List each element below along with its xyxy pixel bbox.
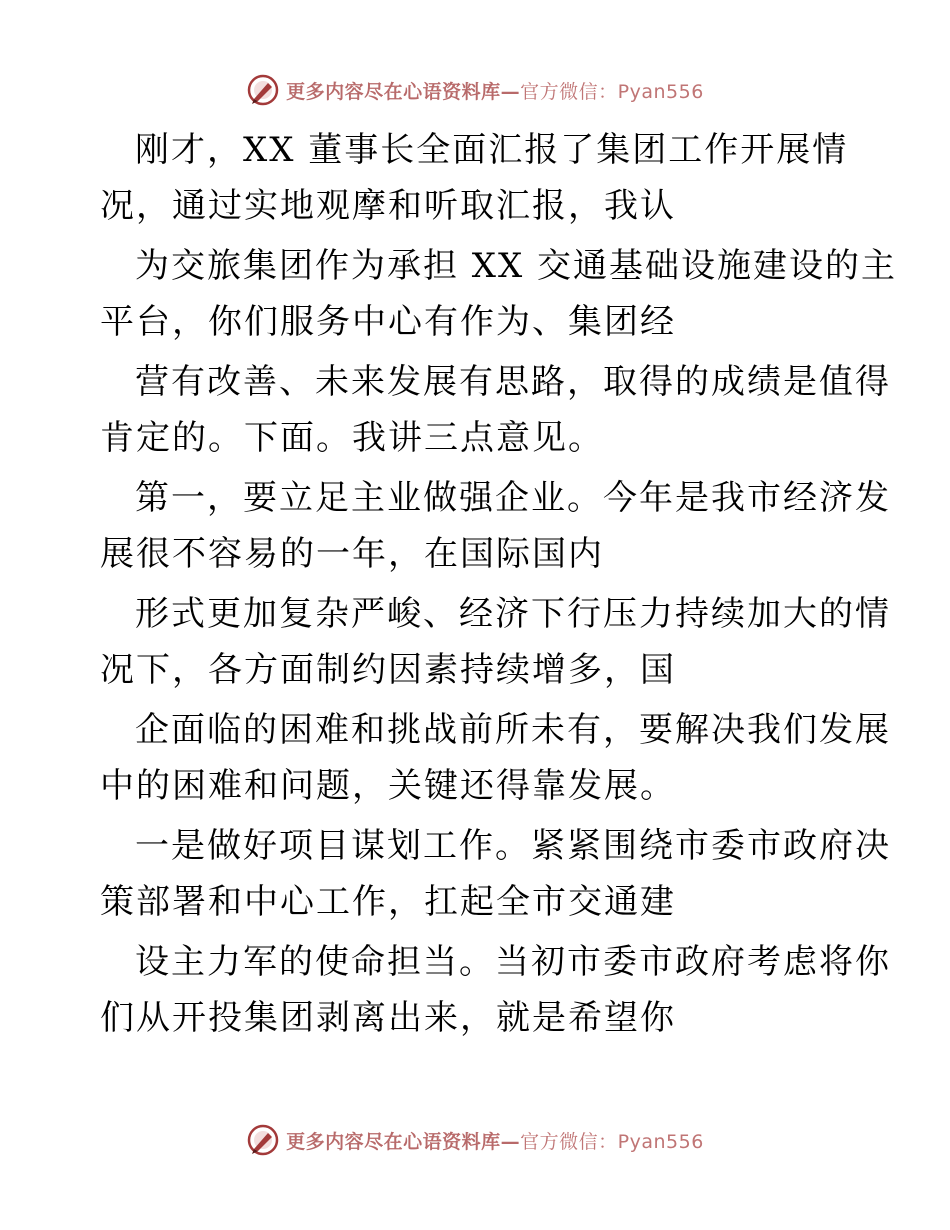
text-line: 为交旅集团作为承担 XX 交通基础设施建设的主	[135, 246, 898, 286]
header-watermark-banner	[0, 70, 950, 110]
text-line: 形式更加复杂严峻、经济下行压力持续加大的情	[135, 594, 891, 634]
text-line: 肯定的。下面。我讲三点意见。	[100, 418, 604, 458]
pen-logo-icon	[246, 1123, 280, 1157]
text-line: 第一，要立足主业做强企业。今年是我市经济发	[135, 478, 891, 518]
text-line: 企面临的困难和挑战前所未有，要解决我们发展	[135, 710, 891, 750]
text-line: 策部署和中心工作，扛起全市交通建	[100, 882, 676, 922]
text-line: 们从开投集团剥离出来，就是希望你	[100, 998, 676, 1038]
footer-banner-text: 更多内容尽在心语资料库—官方微信：Pyan556	[286, 1130, 704, 1153]
text-line: 一是做好项目谋划工作。紧紧围绕市委市政府决	[135, 826, 891, 866]
text-line: 营有改善、未来发展有思路，取得的成绩是值得	[135, 362, 891, 402]
text-line: 况下，各方面制约因素持续增多，国	[100, 650, 676, 690]
text-line: 刚才，XX 董事长全面汇报了集团工作开展情	[135, 130, 849, 170]
header-banner-text: 更多内容尽在心语资料库—官方微信：Pyan556	[286, 80, 704, 103]
text-line: 平台，你们服务中心有作为、集团经	[100, 302, 676, 342]
text-line: 设主力军的使命担当。当初市委市政府考虑将你	[135, 942, 891, 982]
text-line: 展很不容易的一年，在国际国内	[100, 534, 604, 574]
pen-logo-icon	[246, 73, 280, 107]
footer-watermark-banner	[0, 1120, 950, 1160]
text-line: 中的困难和问题，关键还得靠发展。	[100, 766, 676, 806]
text-line: 况，通过实地观摩和听取汇报，我认	[100, 186, 676, 226]
